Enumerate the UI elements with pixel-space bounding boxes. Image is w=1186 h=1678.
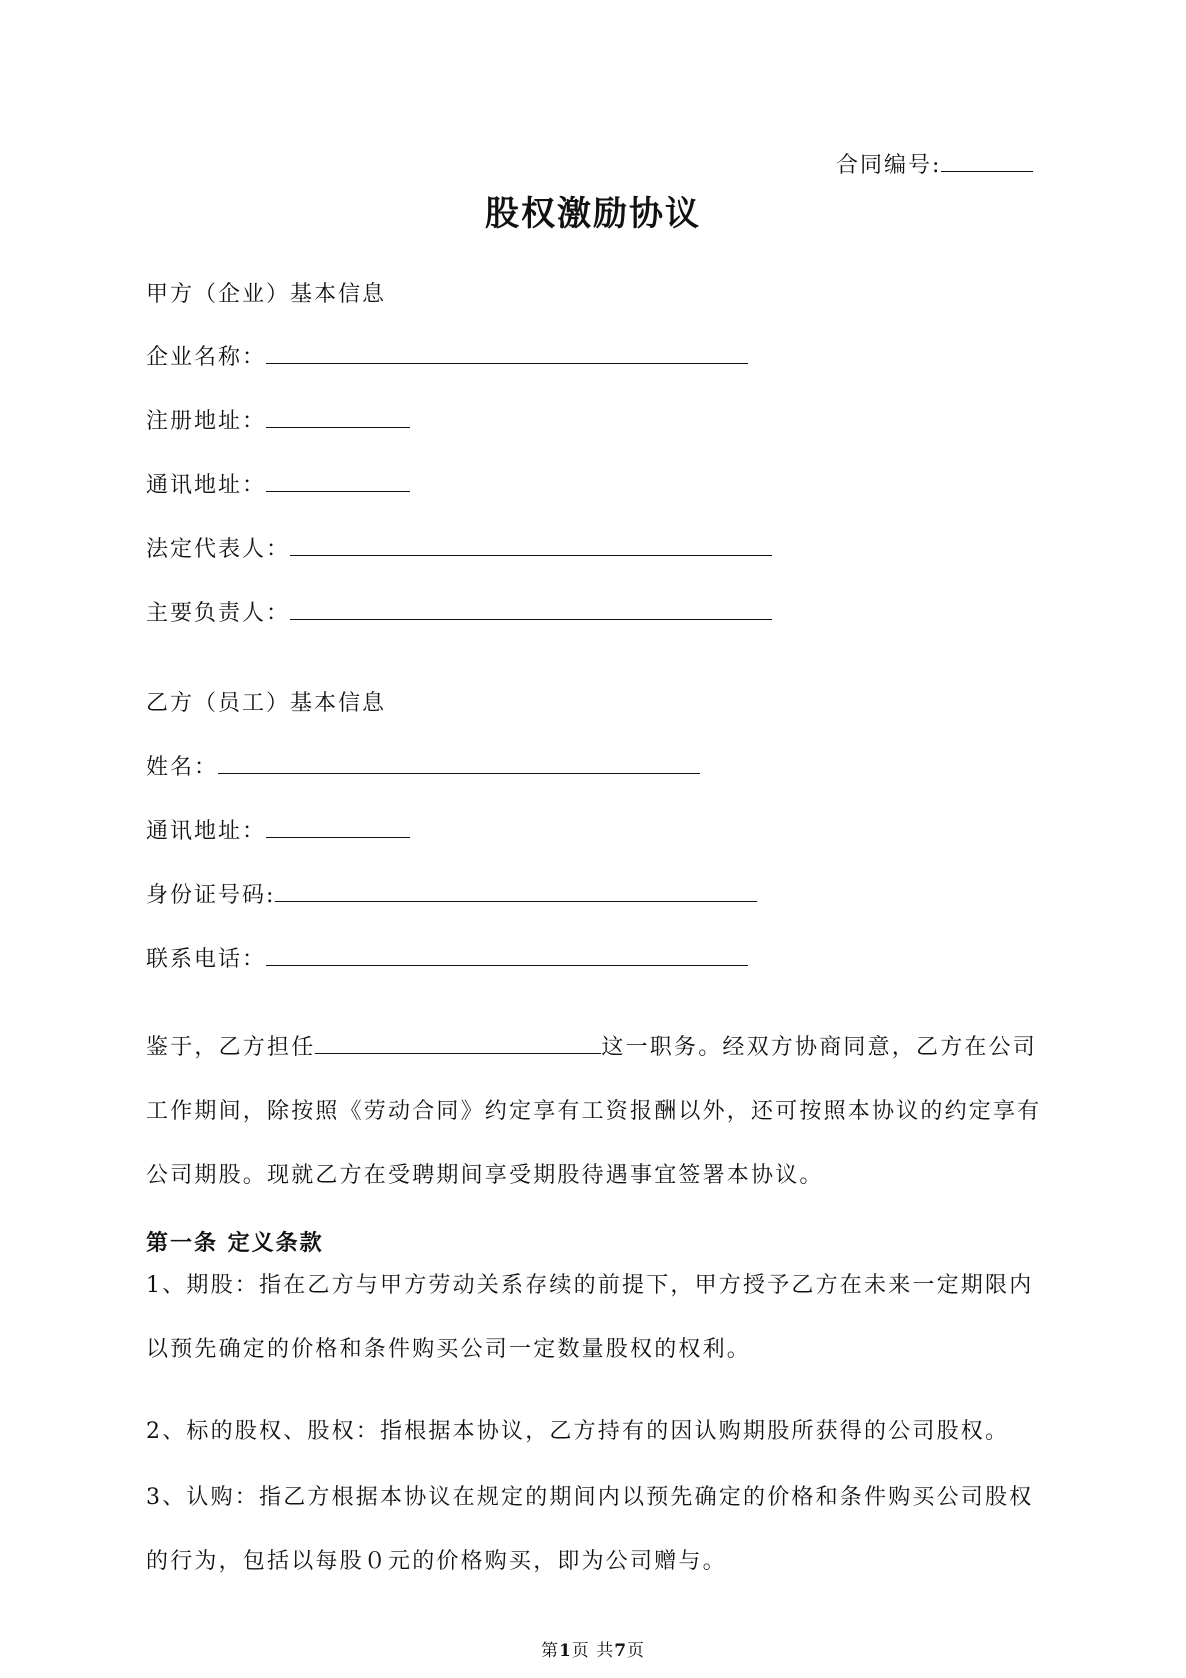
- page-prefix: 第: [540, 1641, 559, 1661]
- item-line: 以预先确定的价格和条件购买公司一定数量股权的权利。: [146, 1337, 752, 1362]
- id-number-blank[interactable]: [275, 881, 757, 902]
- field-label: 企业名称：: [146, 345, 267, 370]
- mailing-address-a-blank[interactable]: [266, 471, 410, 492]
- preamble-line-1: [146, 1016, 1041, 1080]
- field-label: 主要负责人：: [146, 601, 291, 626]
- field-label: 身份证号码:: [146, 883, 276, 908]
- field-principal: [146, 596, 772, 627]
- party-b-heading: 乙方（员工）基本信息: [146, 691, 387, 716]
- item-line: 的行为，包括以每股０元的价格购买，即为公司赠与。: [146, 1549, 727, 1574]
- page-total: 7: [614, 1641, 628, 1661]
- principal-blank[interactable]: [290, 599, 772, 620]
- preamble-line-3: 公司期股。现就乙方在受聘期间享受期股待遇事宜签署本协议。: [146, 1163, 824, 1188]
- field-label: 注册地址：: [146, 409, 267, 434]
- position-blank[interactable]: [315, 1033, 601, 1054]
- legal-representative-blank[interactable]: [290, 535, 772, 556]
- page-title: 股权激励协议: [485, 194, 701, 234]
- item-line: 1、期股：指在乙方与甲方劳动关系存续的前提下，甲方授予乙方在未来一定期限内: [146, 1273, 1034, 1298]
- field-label: 通讯地址：: [146, 819, 267, 844]
- item-line: 3、认购：指乙方根据本协议在规定的期间内以预先确定的价格和条件购买公司股权: [146, 1485, 1034, 1510]
- article-1-heading: 第一条 定义条款: [146, 1230, 324, 1256]
- page-mid: 页 共: [571, 1641, 615, 1661]
- name-blank[interactable]: [218, 753, 700, 774]
- contract-number: [836, 148, 1033, 179]
- registered-address-blank[interactable]: [266, 407, 410, 428]
- field-label: 法定代表人：: [146, 537, 291, 562]
- field-mailing-address-b: [146, 814, 410, 845]
- page-suffix: 页: [627, 1641, 646, 1661]
- field-label: 通讯地址：: [146, 473, 267, 498]
- preamble: [146, 1016, 1041, 1208]
- page-current: 1: [558, 1641, 572, 1661]
- article-1-item-2: [146, 1400, 1009, 1464]
- article-1-item-1: [146, 1254, 1033, 1382]
- field-legal-representative: [146, 532, 772, 563]
- field-id-number: [146, 878, 757, 909]
- field-label: 联系电话：: [146, 947, 267, 972]
- party-a-heading: 甲方（企业）基本信息: [146, 282, 387, 307]
- preamble-line-2: 工作期间，除按照《劳动合同》约定享有工资报酬以外，还可按照本协议的约定享有: [146, 1099, 1042, 1124]
- field-name: [146, 750, 700, 781]
- contract-number-label: 合同编号:: [836, 153, 942, 178]
- field-label: 姓名：: [146, 755, 219, 780]
- preamble-part-1: 鉴于，乙方担任: [146, 1035, 316, 1060]
- article-1-item-3: [146, 1466, 1033, 1594]
- contract-number-blank[interactable]: [941, 151, 1033, 172]
- page-number: [0, 1636, 1186, 1661]
- item-line: 2、标的股权、股权：指根据本协议，乙方持有的因认购期股所获得的公司股权。: [146, 1419, 1010, 1444]
- field-phone: [146, 942, 748, 973]
- field-mailing-address-a: [146, 468, 410, 499]
- preamble-part-2: 这一职务。经双方协商同意，乙方在公司: [601, 1035, 1038, 1060]
- field-registered-address: [146, 404, 410, 435]
- field-company-name: [146, 340, 748, 371]
- company-name-blank[interactable]: [266, 343, 748, 364]
- mailing-address-b-blank[interactable]: [266, 817, 410, 838]
- phone-blank[interactable]: [266, 945, 748, 966]
